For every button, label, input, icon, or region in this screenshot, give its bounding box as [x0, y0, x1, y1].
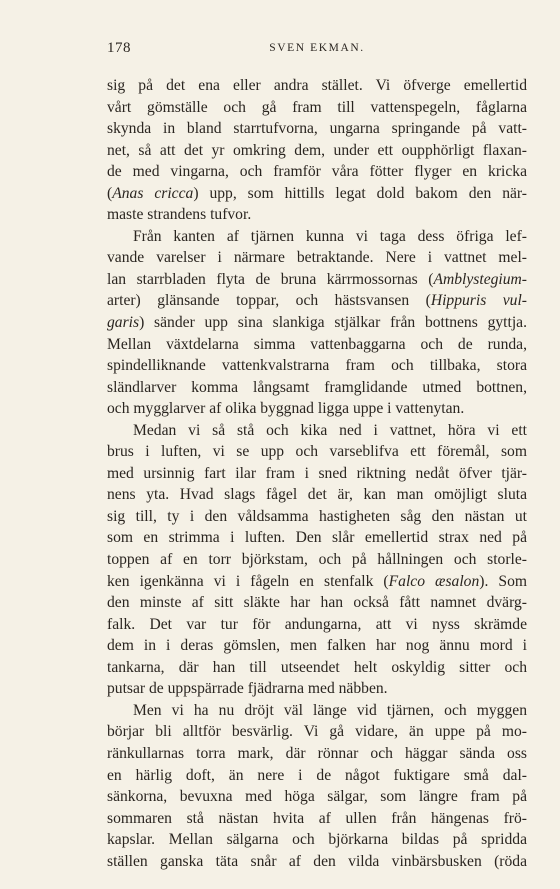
text-line: toppen af en torr björkstam, och på hållningen och storle- [107, 551, 527, 569]
text-line: brus i luften, vi se upp och varseblifva ett föremål, som [107, 443, 527, 461]
line-text-segment: ( [107, 184, 113, 202]
page-number: 178 [107, 40, 131, 56]
text-line: en härlig doft, än nere i de något fuktigare små dal- [107, 766, 527, 784]
text-line [107, 183, 527, 205]
italic-species-name: Amblystegium- [433, 270, 527, 288]
text-line [107, 269, 527, 291]
text-line: sommaren stå nästan hvita af ullen från hängenas frö- [107, 809, 527, 827]
line-text-segment: ). Som [479, 572, 528, 590]
running-head: SVEN EKMAN. [269, 42, 365, 54]
italic-species-name: Falco æsalon [388, 572, 480, 590]
text-line: sig till, ty i den våldsamma hastigheten såg den nästan ut [107, 507, 527, 525]
line-text-segment: arter) glänsande toppar, och hästsvansen ( [107, 292, 431, 310]
text-line: maste strandens tufvor. [107, 206, 252, 224]
text-line: Medan vi så stå och kika ned i vattnet, höra vi ett [133, 421, 527, 439]
text-line: sänkorna, bevuxna med höga sälgar, som längre fram på [107, 788, 527, 806]
text-line: vårt gömställe och gå fram till vattenspegeln, fåglarna [107, 98, 527, 116]
italic-species-name: Hippuris vul- [430, 292, 527, 310]
text-line: sländlarver komma långsamt framglidande utmed bottnen, [107, 378, 527, 396]
text-line [107, 312, 527, 334]
text-line: ställen ganska täta snår af den vilda vinbärsbusken (röda [107, 852, 527, 870]
text-line: dem in i deras gömslen, men falken har nog ännu mord i [107, 637, 527, 655]
text-line: och mygglarver af olika byggnad ligga uppe i vattenytan. [107, 400, 465, 418]
text-line: som en strimma i luften. Den slår emellertid strax ned på [107, 529, 527, 547]
line-text-segment: lan starrbladen flyta de bruna kärrmossornas ( [107, 270, 434, 288]
line-text-segment: ) upp, som hittills legat dold bakom den när- [193, 184, 527, 202]
text-line [107, 571, 527, 593]
text-line: den minste af sitt släkte har han också fått namnet dvärg- [107, 594, 527, 612]
text-line: Men vi ha nu dröjt väl länge vid tjärnen, och myggen [133, 701, 527, 719]
text-line: ränkullarnas torra mark, där rönnar och häggar sända oss [107, 744, 527, 762]
text-line: börjar bli alltför besvärlig. Vi gå vidare, än uppe på mo- [107, 723, 527, 741]
text-line: med ursinnig fart ilar fram i sned riktning nedåt öfver tjär- [107, 464, 527, 482]
text-line: skynda in bland starrtufvorna, ungarna springande på vatt- [107, 120, 527, 138]
italic-species-name: Anas cricca [112, 184, 194, 202]
line-text-segment: ken igenkänna vi i fågeln en stenfalk ( [107, 572, 389, 590]
italic-species-name: garis [107, 314, 140, 332]
page-header [107, 40, 527, 60]
text-line: vande varelser i närmare betraktande. Nere i vattnet mel- [107, 249, 527, 267]
text-line: tankarna, där han till utseendet helt oskyldig sitter och [107, 658, 527, 676]
line-text-segment: ) sänder upp sina slankiga stjälkar från bottnens gyttja. [139, 314, 527, 332]
text-line: net, så att det yr omkring dem, under ett oupphörligt flaxan- [107, 141, 527, 159]
text-line [107, 290, 527, 312]
text-line: sig på det ena eller andra stället. Vi öfverge emellertid [107, 77, 527, 94]
text-line: de med vingarna, och framför våra fötter flyger en kricka [107, 163, 527, 181]
text-line: putsar de uppspärrade fjädrarna med näbben. [107, 680, 388, 698]
text-line: Från kanten af tjärnen kunna vi taga dess öfriga lef- [133, 227, 527, 245]
text-line: falk. Det var tur för andungarna, att vi nyss skrämde [107, 615, 527, 633]
text-line: spindelliknande vattenkvalstrarna fram och tillbaka, stora [107, 357, 527, 375]
text-line: kapslar. Mellan sälgarna och björkarna bildas på spridda [107, 831, 527, 849]
body-text [107, 75, 527, 872]
text-line: nens yta. Hvad slags fågel det är, kan man omöjligt sluta [107, 486, 527, 504]
text-line: Mellan växtdelarna simma vattenbaggarna och de runda, [107, 335, 527, 353]
